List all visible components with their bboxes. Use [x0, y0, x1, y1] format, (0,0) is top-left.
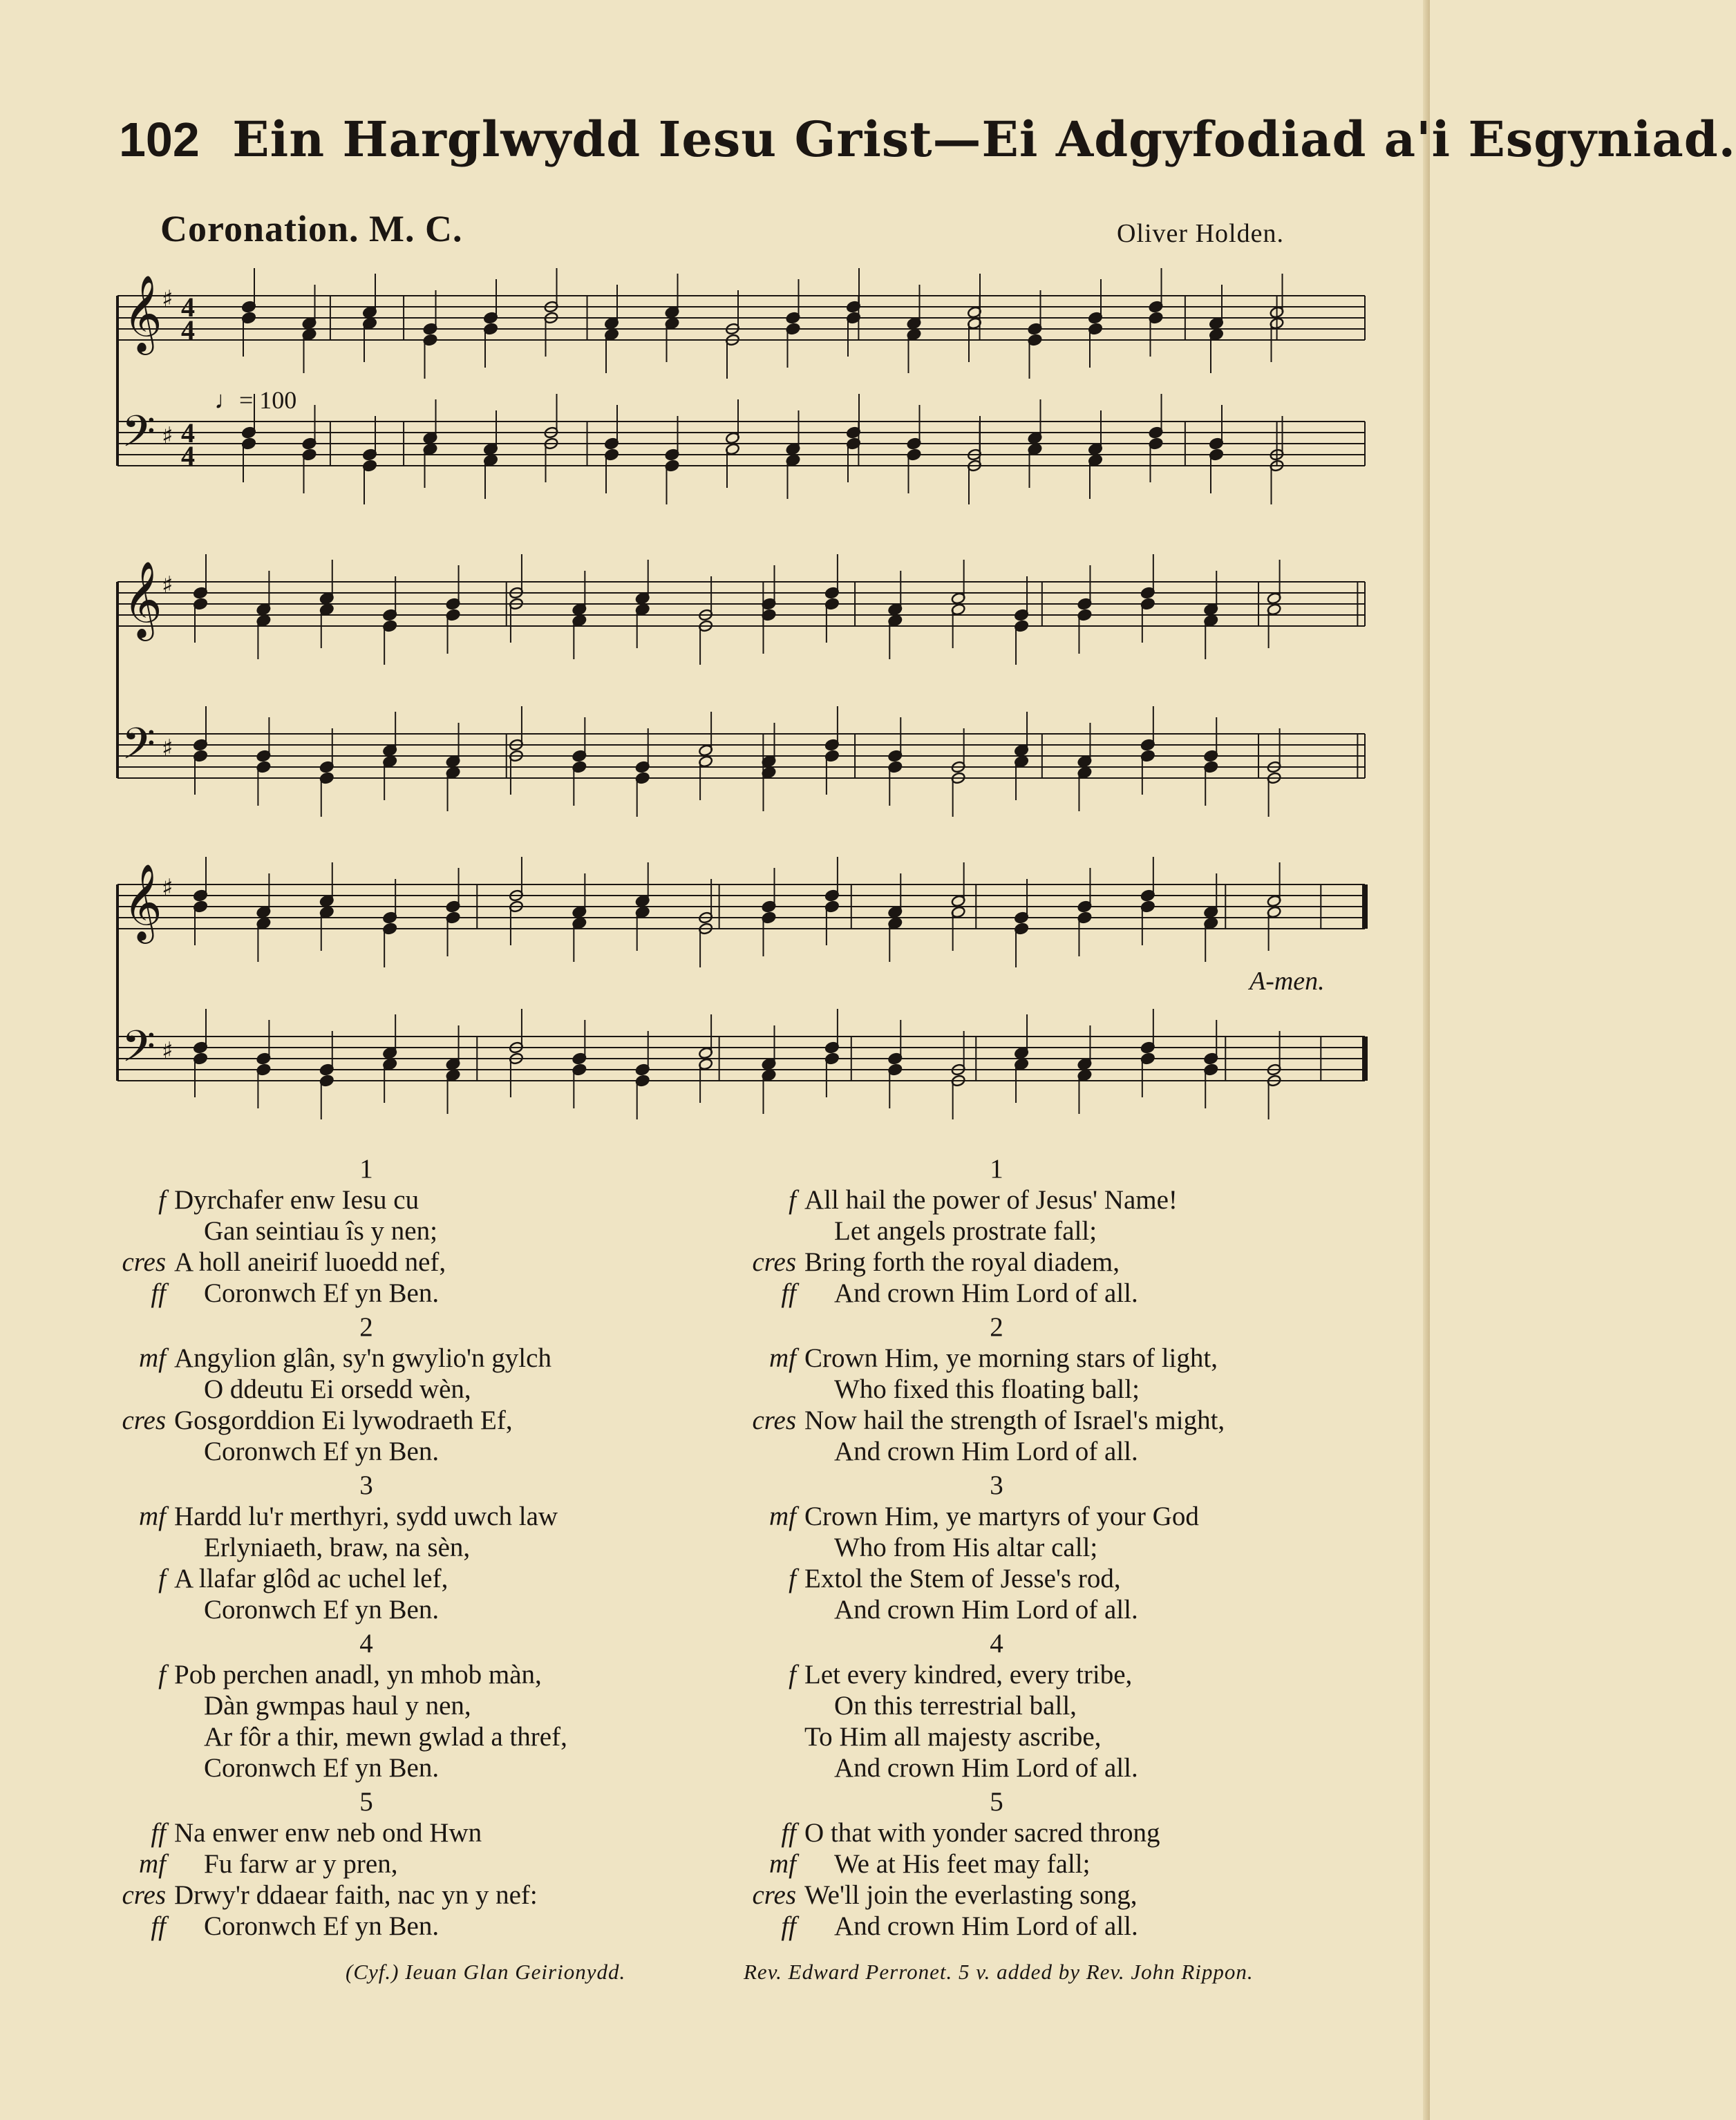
verse-text: Ar fôr a thir, mewn gwlad a thref,	[204, 1722, 567, 1752]
verse-text: Hardd lu'r merthyri, sydd uwch law	[174, 1502, 558, 1531]
verse-line	[734, 1848, 1356, 1880]
dynamic-marking: cres	[752, 1247, 796, 1277]
time-signature: 4	[181, 314, 195, 346]
english-verses	[734, 1151, 1356, 1942]
verse-text: Crown Him, ye morning stars of light,	[804, 1343, 1218, 1373]
verse-text: And crown Him Lord of all.	[834, 1595, 1138, 1625]
dynamic-marking: mf	[139, 1849, 166, 1879]
dynamic-marking: cres	[122, 1247, 166, 1277]
verse-text: A llafar glôd ac uchel lef,	[174, 1564, 449, 1593]
verse-line	[104, 1752, 726, 1783]
verse-line	[104, 1817, 726, 1848]
stanza-number: 1	[990, 1154, 1003, 1184]
verse-line	[104, 1436, 726, 1467]
verse-line	[104, 1721, 726, 1752]
key-signature-sharp: ♯	[162, 571, 173, 599]
verse-text: We'll join the everlasting song,	[804, 1880, 1138, 1910]
stanza-number: 5	[990, 1787, 1003, 1817]
stanza-number: 2	[359, 1312, 373, 1342]
verse-line	[104, 1532, 726, 1563]
page-edge	[1423, 0, 1430, 2120]
bass-clef: 𝄢	[122, 718, 155, 779]
verse-text: O that with yonder sacred throng	[804, 1818, 1160, 1848]
verse-text: All hail the power of Jesus' Name!	[804, 1185, 1178, 1215]
verse-text: Dyrchafer enw Iesu cu	[174, 1185, 419, 1215]
dynamic-marking: f	[158, 1564, 166, 1593]
time-signature: 4	[181, 440, 195, 471]
verse-line	[104, 1690, 726, 1721]
verse-line	[104, 1247, 726, 1278]
verse-text: And crown Him Lord of all.	[834, 1911, 1138, 1941]
treble-clef: 𝄞	[123, 560, 162, 638]
verse-line	[734, 1405, 1356, 1436]
dynamic-marking: mf	[769, 1502, 796, 1531]
verse-line	[734, 1594, 1356, 1625]
key-signature-sharp: ♯	[162, 735, 173, 762]
verse-line	[734, 1532, 1356, 1563]
verse-text: Now hail the strength of Israel's might,	[804, 1406, 1225, 1435]
verse-line	[104, 1594, 726, 1625]
verse-text: Pob perchen anadl, yn mhob màn,	[174, 1660, 542, 1690]
dynamic-marking: cres	[752, 1880, 796, 1910]
tune-name: Coronation. M. C.	[160, 208, 463, 249]
verse-text: And crown Him Lord of all.	[834, 1437, 1138, 1466]
dynamic-marking: f	[158, 1660, 166, 1690]
dynamic-marking: mf	[769, 1849, 796, 1879]
verse-text: Gan seintiau îs y nen;	[204, 1216, 437, 1246]
verse-line	[104, 1659, 726, 1690]
verse-text: Drwy'r ddaear faith, nac yn y nef:	[174, 1880, 538, 1910]
dynamic-marking: f	[789, 1660, 796, 1690]
verse-line	[734, 1817, 1356, 1848]
verse-text: Gosgorddion Ei lywodraeth Ef,	[174, 1406, 513, 1435]
verse-text: Fu farw ar y pren,	[204, 1849, 398, 1879]
verse-line	[734, 1436, 1356, 1467]
stanza-number: 2	[990, 1312, 1003, 1342]
dynamic-marking: ff	[151, 1911, 166, 1941]
verse-text: Who from His altar call;	[834, 1533, 1098, 1562]
verse-line	[104, 1848, 726, 1880]
verse-line	[104, 1374, 726, 1405]
treble-clef: 𝄞	[123, 863, 162, 940]
verse-line	[734, 1278, 1356, 1309]
stanza-number: 3	[990, 1470, 1003, 1500]
english-author: Rev. Edward Perronet. 5 v. added by Rev. John Rippon.	[744, 1960, 1254, 1984]
verse-text: Angylion glân, sy'n gwylio'n gylch	[174, 1343, 551, 1373]
key-signature-sharp: ♯	[162, 874, 173, 902]
verse-text: Coronwch Ef yn Ben.	[204, 1753, 440, 1783]
verse-text: Dàn gwmpas haul y nen,	[204, 1691, 471, 1721]
treble-clef: 𝄞	[123, 274, 162, 352]
verse-line	[104, 1343, 726, 1374]
verse-line	[734, 1659, 1356, 1690]
welsh-author: (Cyf.) Ieuan Glan Geirionydd.	[346, 1960, 626, 1984]
hymn-title	[119, 111, 1736, 169]
dynamic-marking: cres	[122, 1880, 166, 1910]
verse-text: We at His feet may fall;	[834, 1849, 1091, 1879]
verse-line	[734, 1184, 1356, 1215]
dynamic-marking: ff	[151, 1818, 166, 1848]
dynamic-marking: f	[158, 1185, 166, 1215]
tempo-marking: ♩= 100	[214, 386, 297, 414]
hymn-number: 102	[119, 113, 200, 167]
verse-text: Na enwer enw neb ond Hwn	[174, 1818, 482, 1848]
verse-text: Coronwch Ef yn Ben.	[204, 1595, 440, 1625]
dynamic-marking: mf	[139, 1343, 166, 1373]
composer: Oliver Holden.	[1117, 219, 1284, 248]
verse-line	[734, 1374, 1356, 1405]
bass-clef: 𝄢	[122, 406, 155, 467]
verse-line	[734, 1501, 1356, 1532]
verse-text: Let every kindred, every tribe,	[804, 1660, 1133, 1690]
dynamic-marking: mf	[139, 1502, 166, 1531]
verse-text: Coronwch Ef yn Ben.	[204, 1278, 440, 1308]
verse-line	[104, 1880, 726, 1911]
verse-line	[734, 1911, 1356, 1942]
verse-line	[104, 1278, 726, 1309]
hymn-heading: Ein Harglwydd Iesu Grist—Ei Adgyfodiad a'i Esgyniad.	[232, 111, 1736, 168]
verse-line	[104, 1215, 726, 1247]
verse-line	[104, 1563, 726, 1594]
key-signature-sharp: ♯	[162, 1037, 173, 1065]
dynamic-marking: cres	[122, 1406, 166, 1435]
verse-text: Who fixed this floating ball;	[834, 1374, 1140, 1404]
verse-text: Coronwch Ef yn Ben.	[204, 1437, 440, 1466]
time-signature: 4	[181, 417, 195, 448]
verse-text: Coronwch Ef yn Ben.	[204, 1911, 440, 1941]
stanza-number: 3	[359, 1470, 373, 1500]
verse-line	[734, 1343, 1356, 1374]
verse-text: And crown Him Lord of all.	[834, 1753, 1138, 1783]
verse-text: Bring forth the royal diadem,	[804, 1247, 1120, 1277]
dynamic-marking: ff	[781, 1278, 796, 1308]
verse-line	[734, 1721, 1356, 1752]
verse-line	[734, 1215, 1356, 1247]
stanza-number: 5	[359, 1787, 373, 1817]
verse-text: A holl aneirif luoedd nef,	[174, 1247, 446, 1277]
verse-line	[734, 1690, 1356, 1721]
dynamic-marking: ff	[151, 1278, 166, 1308]
verse-line	[104, 1501, 726, 1532]
verse-text: Crown Him, ye martyrs of your God	[804, 1502, 1199, 1531]
key-signature-sharp: ♯	[162, 285, 173, 313]
dynamic-marking: mf	[769, 1343, 796, 1373]
welsh-verses	[104, 1151, 726, 1942]
verse-text: O ddeutu Ei orsedd wèn,	[204, 1374, 471, 1404]
stanza-number: 1	[359, 1154, 373, 1184]
verse-line	[734, 1247, 1356, 1278]
dynamic-marking: f	[789, 1564, 796, 1593]
dynamic-marking: ff	[781, 1911, 796, 1941]
dynamic-marking: f	[789, 1185, 796, 1215]
amen-lyric: A-men.	[1249, 967, 1325, 996]
verse-text: Let angels prostrate fall;	[834, 1216, 1097, 1246]
stanza-number: 4	[359, 1629, 373, 1658]
time-signature: 4	[181, 292, 195, 323]
verse-line	[104, 1184, 726, 1215]
verse-text: Erlyniaeth, braw, na sèn,	[204, 1533, 471, 1562]
verse-line	[734, 1880, 1356, 1911]
verse-text: To Him all majesty ascribe,	[804, 1722, 1102, 1752]
verse-text: And crown Him Lord of all.	[834, 1278, 1138, 1308]
verse-line	[734, 1752, 1356, 1783]
dynamic-marking: cres	[752, 1406, 796, 1435]
verse-line	[104, 1405, 726, 1436]
verse-line	[734, 1563, 1356, 1594]
dynamic-marking: ff	[781, 1818, 796, 1848]
key-signature-sharp: ♯	[162, 422, 173, 450]
verse-text: On this terrestrial ball,	[834, 1691, 1077, 1721]
bass-clef: 𝄢	[122, 1021, 155, 1082]
verse-text: Extol the Stem of Jesse's rod,	[804, 1564, 1121, 1593]
stanza-number: 4	[990, 1629, 1003, 1658]
verse-line	[104, 1911, 726, 1942]
